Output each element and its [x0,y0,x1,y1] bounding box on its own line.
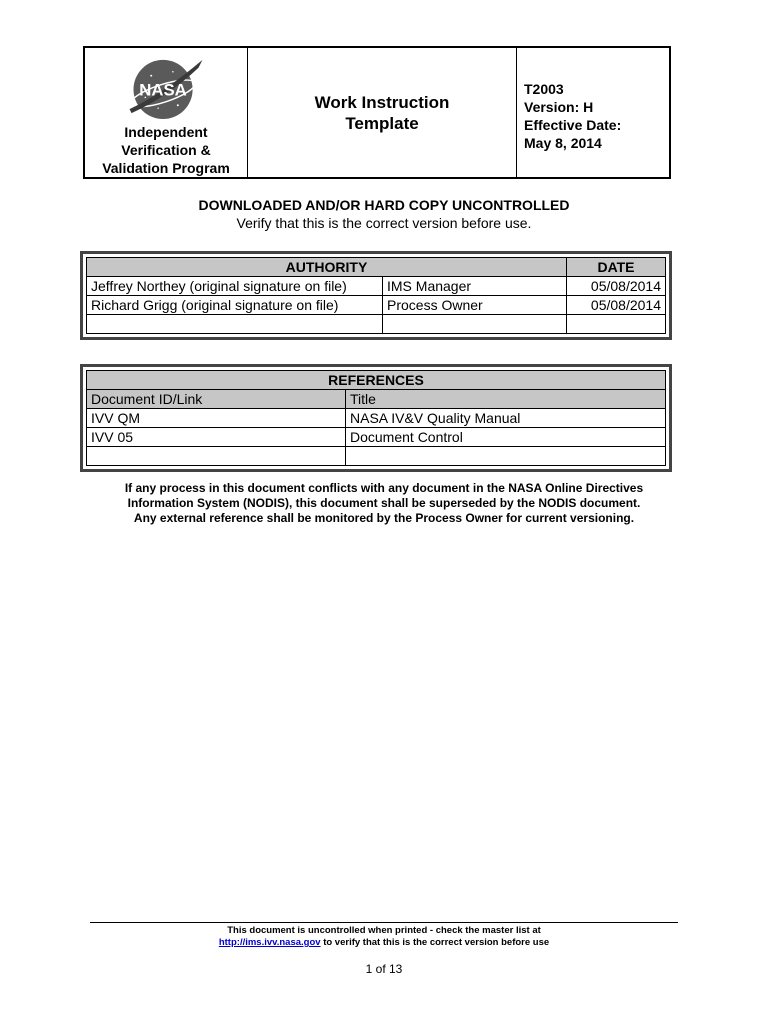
logo-cell [85,48,248,177]
reference-title: Document Control [346,428,666,447]
date-header: DATE [567,258,666,277]
signer-role: IMS Manager [383,277,567,296]
signature-date [567,315,666,334]
table-row [87,409,666,428]
document-version: Version: H [524,99,594,115]
signer-name: Jeffrey Northey (original signature on file) [87,277,383,296]
effective-date: May 8, 2014 [524,135,602,151]
footer-divider [90,922,678,923]
references-table [86,370,666,466]
table-row [87,428,666,447]
svg-text:NASA: NASA [139,80,187,100]
references-table-frame [80,364,672,472]
table-row [87,447,666,466]
reference-id: IVV QM [87,409,346,428]
document-id: T2003 [524,81,564,97]
document-header [83,46,671,179]
footer-disclaimer [0,925,768,949]
footer-line-2-text: to verify that this is the correct version before use [320,937,550,948]
title-column-header: Title [346,390,666,409]
signer-role [383,315,567,334]
effective-date-label: Effective Date: [524,117,622,133]
table-row [87,277,666,296]
reference-id: IVV 05 [87,428,346,447]
authority-table-frame [80,251,672,340]
signer-role: Process Owner [383,296,567,315]
signature-date: 05/08/2014 [567,296,666,315]
authority-table [86,257,666,334]
nodis-precedence-note: If any process in this document conflicts with any document in the NASA Online Directives Information System (NODIS), this document shall be superseded by the NODIS document. Any external reference shall be monitored by the Process Owner for current versioning. [124,481,644,525]
references-column-headers [87,390,666,409]
references-header: REFERENCES [87,371,666,390]
footer-line-1: This document is uncontrolled when printed - check the master list at [227,925,541,936]
table-row [87,315,666,334]
master-list-link[interactable]: http://ims.ivv.nasa.gov [218,937,321,948]
reference-title [346,447,666,466]
document-meta-cell [517,48,669,177]
footer-line-2 [0,937,768,949]
reference-id [87,447,346,466]
nasa-logo-icon [123,54,209,121]
document-id-column-header: Document ID/Link [87,390,346,409]
document-title: Work Instruction Template [314,92,450,133]
document-title-cell [248,48,517,177]
signer-name [87,315,383,334]
table-row [87,296,666,315]
verify-notice: Verify that this is the correct version before use. [236,215,532,231]
program-name: Independent Verification & Validation Program [102,124,230,176]
signer-name: Richard Grigg (original signature on file) [87,296,383,315]
page-number: 1 of 13 [365,962,403,976]
authority-header: AUTHORITY [87,258,567,277]
uncontrolled-notice: DOWNLOADED AND/OR HARD COPY UNCONTROLLED [198,197,570,213]
signature-date: 05/08/2014 [567,277,666,296]
reference-title: NASA IV&V Quality Manual [346,409,666,428]
